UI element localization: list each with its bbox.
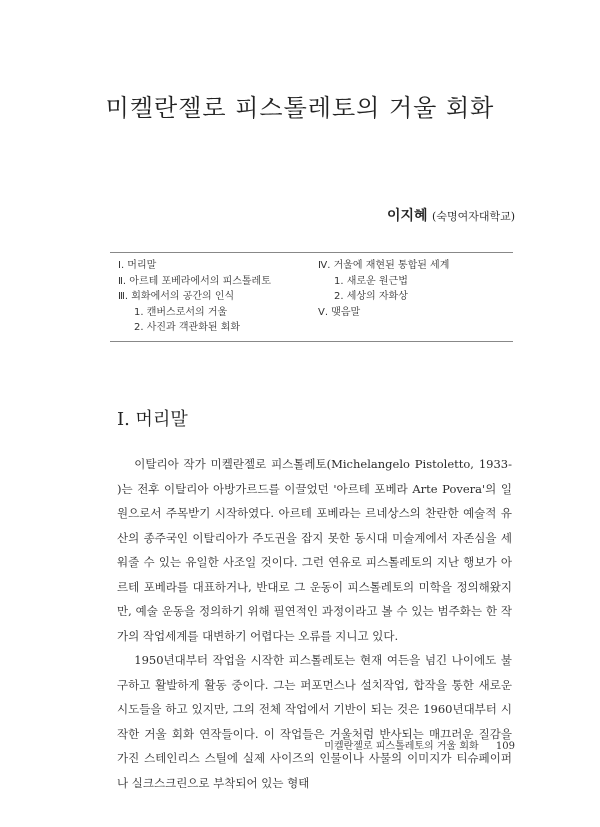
toc-item: Ⅰ. 머리말 [118,260,157,271]
paper-title: 미켈란젤로 피스톨레토의 거울 회화 [105,94,495,122]
paragraph: 이탈리아 작가 미켈란젤로 피스톨레토(Michelangelo Pistoletto, 1933- )는 전후 이탈리아 아방가르드를 이끌었던 '아르테 포베라 Arte Povera'의 일원으로서 주목받기 시작하였다. 아르테 포베라는 르네상스의 찬란한 예술적 유산의 종주국인 이탈리아가 주도권을 잡지 못한 동시대 미술계에서 자존심을 세워줄 수 있는 유일한 사조일 것이다. 그런 연유로 피스톨레토의 지난 행보가 아르테 포베라를 대표하거나, 반대로 그 운동이 피스톨레토의 미학을 정의해왔지만, 예술 운동을 정의하기 위해 필연적인 과정이라고 볼 수 있는 범주화는 한 작가의 작업세계를 대변하기 어렵다는 오류를 지니고 있다. [117,457,512,643]
section-heading: Ⅰ. 머리말 [117,409,188,430]
page-footer [324,737,515,752]
toc-item: 2. 사진과 객관화된 회화 [134,322,241,333]
toc-item: 1. 캔버스로서의 거울 [134,306,228,318]
author-block [387,205,515,225]
toc-bottom-rule [110,341,513,342]
toc-item: Ⅳ. 거울에 재현된 통합된 세계 [318,260,450,271]
toc-item: 1. 새로운 원근법 [334,275,408,287]
running-title: 미켈란젤로 피스톨레토의 거울 회화 [324,741,479,752]
paragraph: 1950년대부터 작업을 시작한 피스톨레토는 현재 여든을 넘긴 나이에도 불구하고 활발하게 활동 중이다. 그는 퍼포먼스나 설치작업, 합작을 통한 새로운 시도들을 하고 있지만, 그의 전체 작업에서 기반이 되는 것은 1960년대부터 시작한 거울 회화 연작들이다. 이 작업들은 거울처럼 반사되는 매끄러운 질감을 가진 스테인리스 스틸에 실제 사이즈의 인물이나 사물의 이미지가 티슈페이퍼나 실크스크린으로 부착되어 있는 형태 [117,653,512,790]
toc-item: 2. 세상의 자화상 [334,291,408,302]
author-affiliation: (숙명여자대학교) [432,210,515,223]
toc-right-column [318,258,449,320]
toc-item: Ⅲ. 회화에서의 공간의 인식 [118,291,235,302]
toc-top-rule [110,252,513,253]
toc-item: Ⅱ. 아르테 포베라에서의 피스톨레토 [118,275,271,287]
page-number: 109 [495,741,515,752]
toc-left-column [118,258,271,336]
toc-item: Ⅴ. 맺음말 [318,306,361,318]
author-name: 이지혜 [387,208,428,224]
